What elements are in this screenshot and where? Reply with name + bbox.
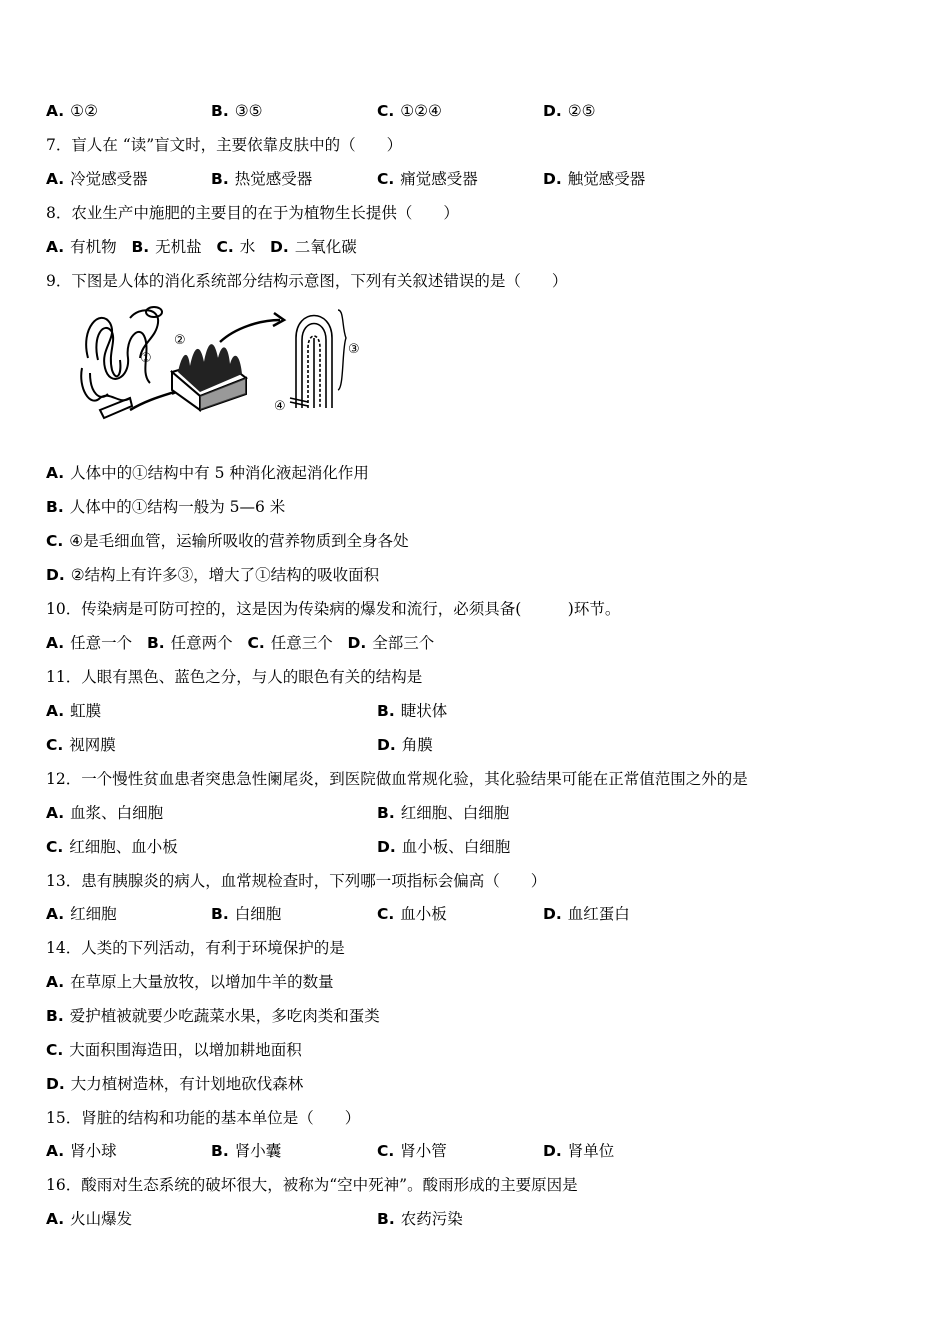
q13-option-d: D. 血红蛋白	[543, 905, 630, 923]
q14-option-c: C. 大面积围海造田，以增加耕地面积	[46, 1041, 302, 1059]
q11-option-a: A. 虹膜	[46, 702, 102, 720]
q12-option-c: C. 红细胞、血小板	[46, 838, 178, 856]
q6-option-d: D. ②⑤	[543, 102, 596, 120]
q16-option-a: A. 火山爆发	[46, 1210, 133, 1228]
q15-option-c: C. 肾小管	[377, 1142, 447, 1160]
q13-option-b: B. 白细胞	[211, 905, 282, 923]
q15-option-b: B. 肾小囊	[211, 1142, 282, 1160]
q13-stem: 13．患有胰腺炎的病人，血常规检查时，下列哪一项指标会偏高（ ）	[46, 872, 547, 890]
q16-option-b: B. 农药污染	[377, 1210, 463, 1228]
digestive-system-figure	[70, 298, 370, 428]
q7-stem: 7．盲人在 “读”盲文时，主要依靠皮肤中的（ ）	[46, 136, 403, 154]
q8-options: A. 有机物 B. 无机盐 C. 水 D. 二氧化碳	[46, 238, 357, 256]
q11-option-c: C. 视网膜	[46, 736, 116, 754]
q7-option-a: A. 冷觉感受器	[46, 170, 148, 188]
q12-option-a: A. 血浆、白细胞	[46, 804, 164, 822]
q13-option-c: C. 血小板	[377, 905, 447, 923]
q10-options: A. 任意一个 B. 任意两个 C. 任意三个 D. 全部三个	[46, 634, 435, 652]
figure-label-2: ②	[174, 333, 186, 348]
q11-option-d: D. 角膜	[377, 736, 433, 754]
figure-label-3: ③	[348, 342, 360, 357]
q6-option-c: C. ①②④	[377, 102, 442, 120]
q11-stem: 11．人眼有黑色、蓝色之分，与人的眼色有关的结构是	[46, 668, 423, 686]
q14-option-b: B. 爱护植被就要少吃蔬菜水果，多吃肉类和蛋类	[46, 1007, 380, 1025]
figure-label-1: ①	[140, 351, 152, 366]
q13-option-a: A. 红细胞	[46, 905, 117, 923]
q10-stem: 10．传染病是可防可控的，这是因为传染病的爆发和流行，必须具备( )环节。	[46, 600, 621, 618]
q9-option-c: C. ④是毛细血管，运输所吸收的营养物质到全身各处	[46, 532, 409, 550]
q7-option-c: C. 痛觉感受器	[377, 170, 478, 188]
q7-option-b: B. 热觉感受器	[211, 170, 313, 188]
q14-stem: 14．人类的下列活动，有利于环境保护的是	[46, 939, 345, 957]
figure-label-4: ④	[274, 399, 286, 414]
q16-stem: 16．酸雨对生态系统的破坏很大，被称为“空中死神”。酸雨形成的主要原因是	[46, 1176, 578, 1194]
q14-option-a: A. 在草原上大量放牧，以增加牛羊的数量	[46, 973, 334, 991]
q12-option-d: D. 血小板、白细胞	[377, 838, 511, 856]
q7-option-d: D. 触觉感受器	[543, 170, 646, 188]
q8-stem: 8．农业生产中施肥的主要目的在于为植物生长提供（ ）	[46, 204, 459, 222]
q9-option-b: B. 人体中的①结构一般为 5—6 米	[46, 498, 286, 516]
q15-option-d: D. 肾单位	[543, 1142, 615, 1160]
q12-stem: 12．一个慢性贫血患者突患急性阑尾炎，到医院做血常规化验，其化验结果可能在正常值范围之外的是	[46, 770, 748, 788]
q14-option-d: D. 大力植树造林，有计划地砍伐森林	[46, 1075, 304, 1093]
q15-option-a: A. 肾小球	[46, 1142, 117, 1160]
q15-stem: 15．肾脏的结构和功能的基本单位是（ ）	[46, 1109, 361, 1127]
q6-option-a: A. ①②	[46, 102, 98, 120]
q9-stem: 9．下图是人体的消化系统部分结构示意图，下列有关叙述错误的是（ ）	[46, 272, 568, 290]
q12-option-b: B. 红细胞、白细胞	[377, 804, 510, 822]
q11-option-b: B. 睫状体	[377, 702, 448, 720]
q9-option-a: A. 人体中的①结构中有 5 种消化液起消化作用	[46, 464, 369, 482]
q6-option-b: B. ③⑤	[211, 102, 263, 120]
q9-option-d: D. ②结构上有许多③，增大了①结构的吸收面积	[46, 566, 380, 584]
